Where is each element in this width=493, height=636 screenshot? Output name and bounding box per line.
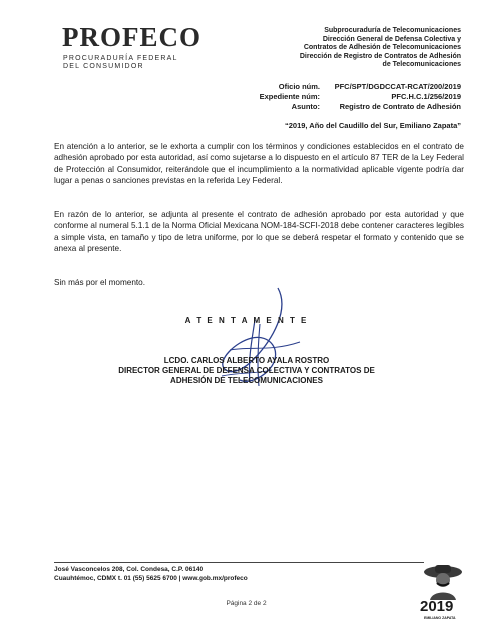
meta-value-expediente: PFC.H.C.1/256/2019: [391, 92, 461, 101]
atentamente-heading: A T E N T A M E N T E: [184, 316, 309, 325]
logo-subtitle-1: PROCURADURÍA FEDERAL: [63, 55, 178, 62]
page-number: Página 2 de 2: [226, 600, 267, 607]
footer-address-line-1: José Vasconcelos 208, Col. Condesa, C.P. 06140: [54, 566, 204, 573]
meta-label-asunto: Asunto:: [291, 102, 320, 111]
body-paragraph-1: En atención a lo anterior, se le exhorta a cumplir con los términos y condiciones establecidos en el contrato de adhesión aprobado por esta autoridad, así como sujetarse a lo dispuesto en el artículo 87 TER de la Ley Federal de Protección al Consumidor, reiterándole que el incumplimiento a la normatividad aplicable vigente podría dar lugar a penas o sanciones previstas en la referida Ley Federal.: [54, 142, 464, 186]
meta-label-expediente: Expediente núm:: [259, 92, 320, 101]
logo-subtitle-2: DEL CONSUMIDOR: [63, 63, 144, 70]
zapata-portrait-icon: [422, 560, 464, 600]
header-line: de Telecomunicaciones: [382, 61, 461, 68]
header-line: Dirección de Registro de Contratos de Adhesión: [299, 52, 461, 60]
meta-value-oficio: PFC/SPT/DGDCCAT-RCAT/200/2019: [334, 82, 461, 91]
meta-value-asunto: Registro de Contrato de Adhesión: [339, 102, 461, 111]
year-motto: “2019, Año del Caudillo del Sur, Emiliano Zapata”: [284, 121, 461, 130]
signatory-name: LCDO. CARLOS ALBERTO AYALA ROSTRO: [163, 356, 330, 365]
meta-labels: [250, 82, 320, 112]
closing-line: Sin más por el momento.: [54, 278, 146, 287]
profeco-logo: PROFECO: [62, 22, 201, 52]
meta-values: [311, 82, 461, 112]
signatory-title-line-1: DIRECTOR GENERAL DE DEFENSA COLECTIVA Y CONTRATOS DE: [118, 366, 375, 375]
header-line: Contratos de Adhesión de Telecomunicaciones: [303, 44, 461, 51]
header-department: [261, 27, 461, 70]
badge-caption: EMILIANO ZAPATA: [424, 616, 456, 620]
body-paragraph-2: En razón de lo anterior, se adjunta al presente el contrato de adhesión aprobado por esta autoridad y que conforme al numeral 5.1.1 de la Norma Oficial Mexicana NOM-184-SCFI-2018 debe contener caracteres legibles a simple vista, en tamaño y tipo de letra uniforme, por lo que se deberá respetar el formato y contenido que se anexa al presente.: [54, 210, 464, 254]
header-line: Dirección General de Defensa Colectiva y: [322, 35, 461, 43]
footer-divider: [54, 562, 424, 563]
meta-label-oficio: Oficio núm.: [278, 82, 320, 91]
header-line: Subprocuraduría de Telecomunicaciones: [324, 27, 461, 34]
anniversary-year: 2019: [420, 598, 454, 615]
signatory-title-line-2: ADHESIÓN DE TELECOMUNICACIONES: [170, 376, 323, 385]
footer-address-line-2: Cuauhtémoc, CDMX t. 01 (55) 5625 6700 | www.gob.mx/profeco: [54, 575, 248, 582]
